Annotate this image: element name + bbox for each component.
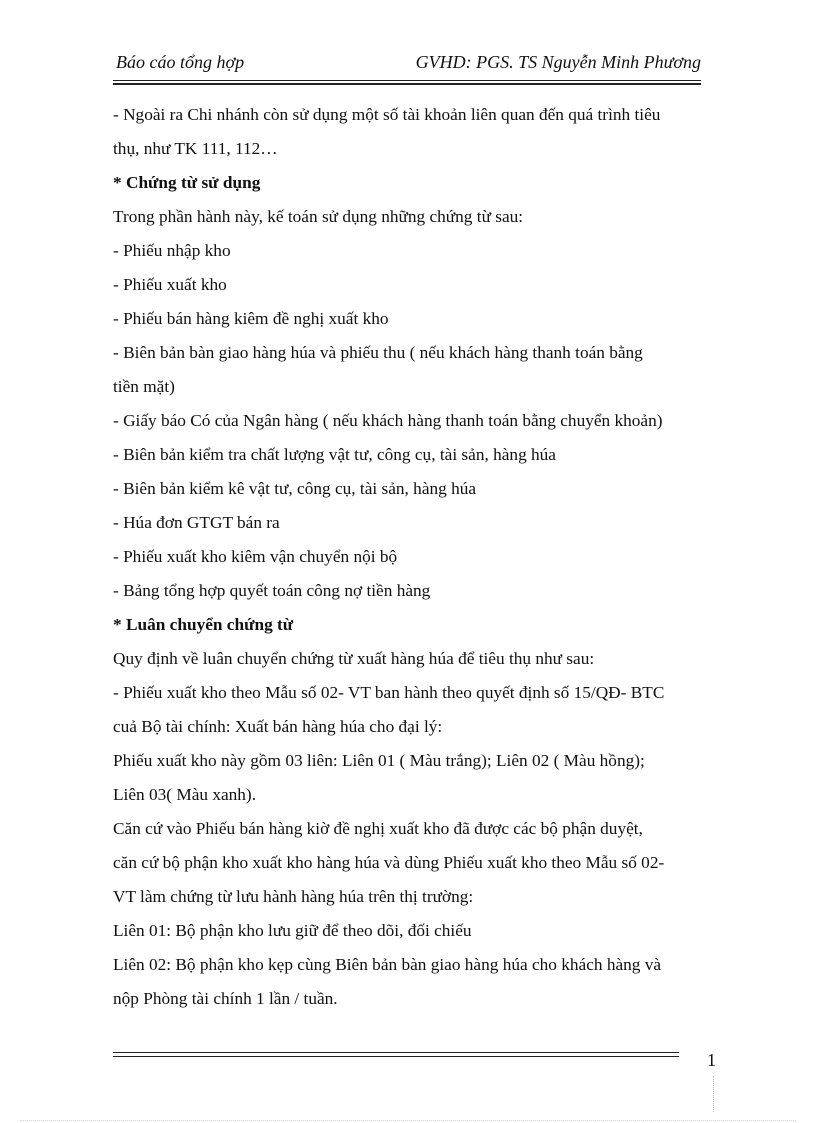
text-line: Liên 02: Bộ phận kho kẹp cùng Biên bản bàn giao hàng húa cho khách hàng và: [113, 955, 662, 974]
text-line: thụ, như TK 111, 112…: [113, 139, 278, 158]
text-line: - Húa đơn GTGT bán ra: [113, 513, 280, 532]
text-line: căn cứ bộ phận kho xuất kho hàng húa và dùng Phiếu xuất kho theo Mẫu số 02-: [113, 853, 665, 872]
text-line: Quy định về luân chuyển chứng từ xuất hàng húa để tiêu thụ như sau:: [113, 649, 595, 668]
text-line: Liên 03( Màu xanh).: [113, 785, 257, 804]
document-body: [113, 98, 713, 1016]
text-line: - Bảng tổng hợp quyết toán công nợ tiền hàng: [113, 581, 431, 600]
text-line: - Phiếu xuất kho: [113, 275, 227, 294]
page-edge-marker: [713, 1076, 714, 1112]
text-line: - Biên bản bàn giao hàng húa và phiếu thu ( nếu khách hàng thanh toán bằng: [113, 343, 643, 362]
text-line: - Biên bản kiểm tra chất lượng vật tư, công cụ, tài sản, hàng húa: [113, 445, 556, 464]
text-line: Liên 01: Bộ phận kho lưu giữ để theo dõi, đối chiếu: [113, 921, 472, 940]
text-line: Phiếu xuất kho này gồm 03 liên: Liên 01 ( Màu trắng); Liên 02 ( Màu hồng);: [113, 751, 645, 770]
text-line: tiền mặt): [113, 377, 175, 396]
text-line: Trong phần hành này, kế toán sử dụng những chứng từ sau:: [113, 207, 524, 226]
page-header: [113, 52, 701, 78]
header-supervisor: GVHD: PGS. TS Nguyễn Minh Phương: [415, 52, 701, 72]
footer-rule: [113, 1052, 679, 1057]
text-line: - Phiếu bán hàng kiêm đề nghị xuất kho: [113, 309, 389, 328]
text-line: VT làm chứng từ lưu hành hàng húa trên thị trường:: [113, 887, 474, 906]
text-line: - Phiếu nhập kho: [113, 241, 231, 260]
section-heading: * Chứng từ sử dụng: [113, 173, 261, 192]
text-line: - Phiếu xuất kho theo Mẫu số 02- VT ban hành theo quyết định số 15/QĐ- BTC: [113, 683, 665, 702]
text-line: Căn cứ vào Phiếu bán hàng kiờ đề nghị xuất kho đã được các bộ phận duyệt,: [113, 819, 643, 838]
text-line: nộp Phòng tài chính 1 lần / tuần.: [113, 989, 338, 1008]
text-line: - Phiếu xuất kho kiêm vận chuyển nội bộ: [113, 547, 398, 566]
header-rule: [113, 80, 701, 85]
header-report-title: Báo cáo tổng hợp: [116, 52, 245, 72]
page-number: 1: [707, 1050, 716, 1070]
text-line: - Biên bản kiểm kê vật tư, công cụ, tài sản, hàng húa: [113, 479, 477, 498]
text-line: - Giấy báo Có của Ngân hàng ( nếu khách hàng thanh toán bằng chuyển khoản): [113, 411, 663, 430]
section-heading: * Luân chuyển chứng từ: [113, 615, 294, 634]
page-bottom-edge: [20, 1120, 796, 1121]
text-line: cuả Bộ tài chính: Xuất bán hàng húa cho đại lý:: [113, 717, 443, 736]
text-line: - Ngoài ra Chi nhánh còn sử dụng một số tài khoản liên quan đến quá trình tiêu: [113, 105, 661, 124]
